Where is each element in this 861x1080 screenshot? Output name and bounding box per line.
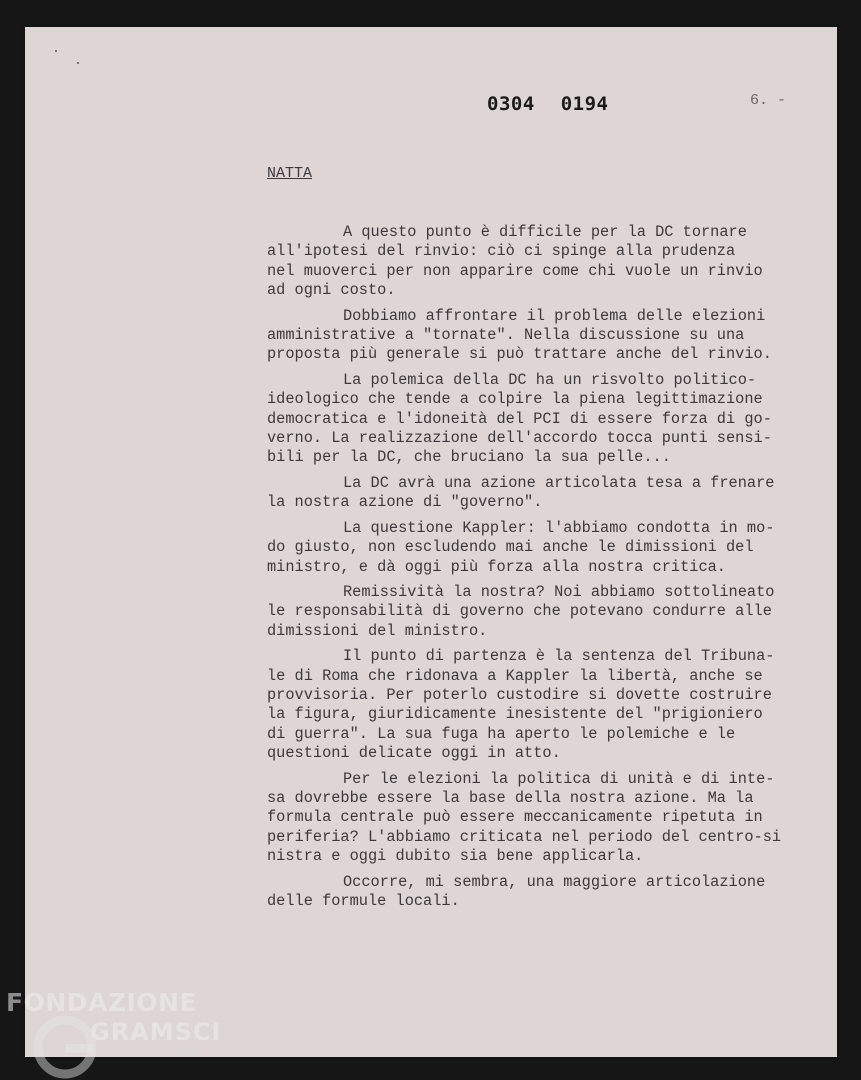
text-line: di guerra". La sua fuga ha aperto le polemiche e le	[267, 724, 736, 743]
text-line: Remissività la nostra? Noi abbiamo sottolineato	[343, 582, 775, 601]
paragraph	[267, 647, 827, 763]
text-line: la figura, giuridicamente inesistente del "prigioniero	[267, 705, 763, 724]
text-line: provvisoria. Per poterlo custodire si dovette costruire	[267, 685, 772, 704]
text-line: bili per la DC, che bruciano la sua pelle...	[267, 448, 671, 467]
page-number: 6. -	[750, 92, 787, 109]
ink-speck	[77, 62, 79, 64]
watermark-line-3: onlus	[174, 1048, 199, 1058]
text-line: dimissioni del ministro.	[267, 621, 488, 640]
text-line: ministro, e dà oggi più forza alla nostra critica.	[267, 557, 726, 576]
text-line: Occorre, mi sembra, una maggiore articolazione	[343, 872, 766, 891]
text-line: La DC avrà una azione articolata tesa a frenare	[343, 473, 775, 492]
paragraph	[267, 223, 827, 301]
body-text	[267, 223, 827, 917]
text-line: do giusto, non escludendo mai anche le dimissioni del	[267, 538, 754, 557]
document-page	[25, 27, 837, 1057]
paragraph	[267, 583, 827, 641]
text-line: Dobbiamo affrontare il problema delle elezioni	[343, 306, 766, 325]
text-line: all'ipotesi del rinvio: ciò ci spinge alla prudenza	[267, 242, 736, 261]
paragraph	[267, 873, 827, 912]
text-line: amministrative a "tornate". Nella discussione su una	[267, 326, 745, 345]
gramsci-g-logo-icon	[32, 1014, 98, 1080]
text-line: formula centrale può essere meccanicamente ripetuta in	[267, 808, 763, 827]
paragraph	[267, 307, 827, 365]
text-line: periferia? L'abbiamo criticata nel periodo del centro-si	[267, 827, 782, 846]
archive-code-stamp: 0304 0194	[487, 93, 609, 115]
text-line: le responsabilità di governo che potevano condurre alle	[267, 602, 772, 621]
paragraph	[267, 770, 827, 867]
text-line: la nostra azione di "governo".	[267, 493, 543, 512]
paragraph	[267, 519, 827, 577]
text-line: le di Roma che ridonava a Kappler la libertà, anche se	[267, 666, 763, 685]
watermark-line-2: GRAMSCI	[90, 1018, 222, 1046]
text-line: verno. La realizzazione dell'accordo tocca punti sensi-	[267, 429, 772, 448]
text-line: proposta più generale si può trattare anche del rinvio.	[267, 345, 772, 364]
text-line: nel muoverci per non apparire come chi vuole un rinvio	[267, 261, 763, 280]
text-line: ideologico che tende a colpire la piena legittimazione	[267, 390, 763, 409]
paragraph	[267, 371, 827, 468]
speaker-heading: NATTA	[267, 165, 313, 182]
paragraph	[267, 474, 827, 513]
watermark-line-1: FONDAZIONE	[6, 988, 198, 1017]
text-line: delle formule locali.	[267, 892, 460, 910]
text-line: nistra e oggi dubito sia bene applicarla.	[267, 847, 644, 866]
fondazione-gramsci-watermark	[6, 988, 226, 1078]
text-line: Per le elezioni la politica di unità e di inte-	[343, 769, 775, 788]
text-line: sa dovrebbe essere la base della nostra azione. Ma la	[267, 788, 754, 807]
text-line: democratica e l'idoneità del PCI di essere forza di go-	[267, 409, 772, 428]
text-line: La polemica della DC ha un risvolto politico-	[343, 370, 757, 389]
text-line: questioni delicate oggi in atto.	[267, 744, 561, 763]
text-line: ad ogni costo.	[267, 281, 396, 300]
text-line: Il punto di partenza è la sentenza del Tribuna-	[343, 647, 775, 666]
text-line: La questione Kappler: l'abbiamo condotta in mo-	[343, 518, 775, 537]
text-line: A questo punto è difficile per la DC tornare	[343, 223, 747, 241]
ink-speck	[55, 50, 57, 52]
